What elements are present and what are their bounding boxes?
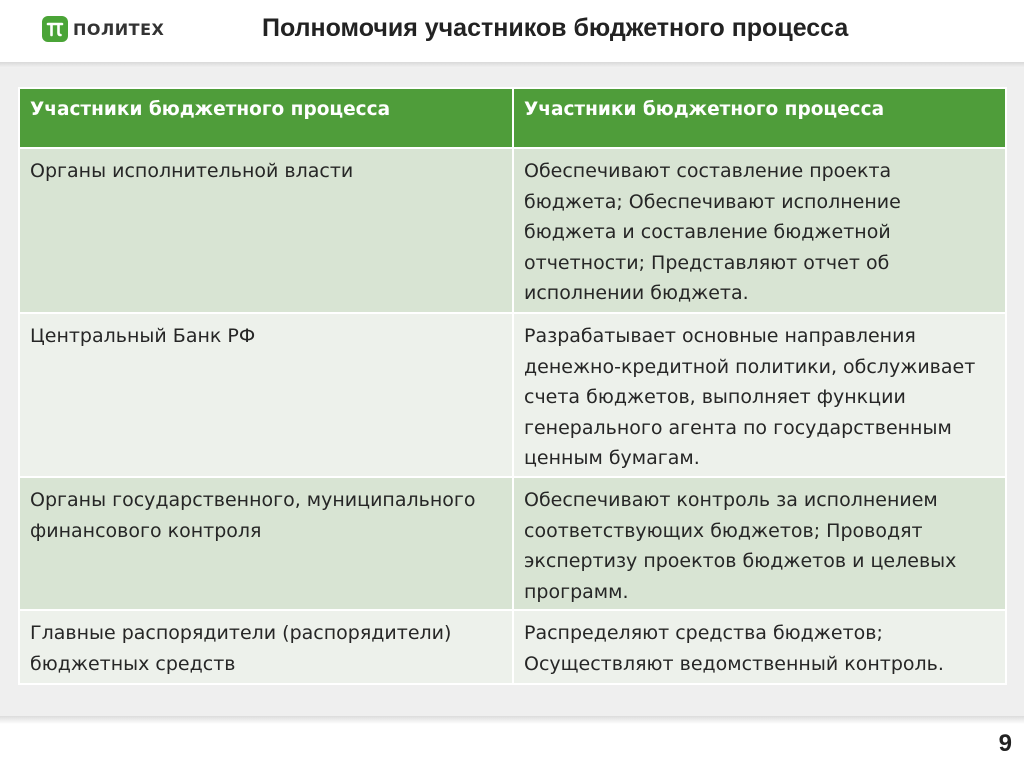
powers-cell: Обеспечивают контроль за исполнением соответствующих бюджетов; Проводят экспертизу проектов бюджетов и целевых программ.	[513, 477, 1006, 610]
slide-title: Полномочия участников бюджетного процесса	[262, 14, 849, 42]
footer-divider	[0, 716, 1024, 724]
participant-cell: Главные распорядители (распорядители) бюджетных средств	[19, 610, 513, 684]
table-row	[19, 313, 1006, 477]
table-row	[19, 610, 1006, 684]
slide-header	[0, 0, 1024, 62]
column-header-participants: Участники бюджетного процесса	[19, 88, 513, 148]
logo-text: ПОЛИТЕХ	[73, 19, 165, 39]
table-row	[19, 148, 1006, 313]
column-header-powers: Участники бюджетного процесса	[513, 88, 1006, 148]
participant-cell: Органы государственного, муниципального финансового контроля	[19, 477, 513, 610]
powers-cell: Разрабатывает основные направления денежно-кредитной политики, обслуживает счета бюджетов, выполняет функции генерального агента по государственным ценным бумагам.	[513, 313, 1006, 477]
powers-table	[18, 87, 1007, 685]
powers-cell: Распределяют средства бюджетов; Осуществляют ведомственный контроль.	[513, 610, 1006, 684]
page-number: 9	[998, 730, 1012, 757]
powers-cell: Обеспечивают составление проекта бюджета; Обеспечивают исполнение бюджета и составление бюджетной отчетности; Представляют отчет об исполнении бюджета.	[513, 148, 1006, 313]
participant-cell: Органы исполнительной власти	[19, 148, 513, 313]
slide-footer	[0, 724, 1024, 767]
table-row	[19, 477, 1006, 610]
pi-logo-icon	[42, 16, 68, 42]
politeh-logo	[42, 16, 164, 42]
table-header-row	[19, 88, 1006, 148]
participant-cell: Центральный Банк РФ	[19, 313, 513, 477]
